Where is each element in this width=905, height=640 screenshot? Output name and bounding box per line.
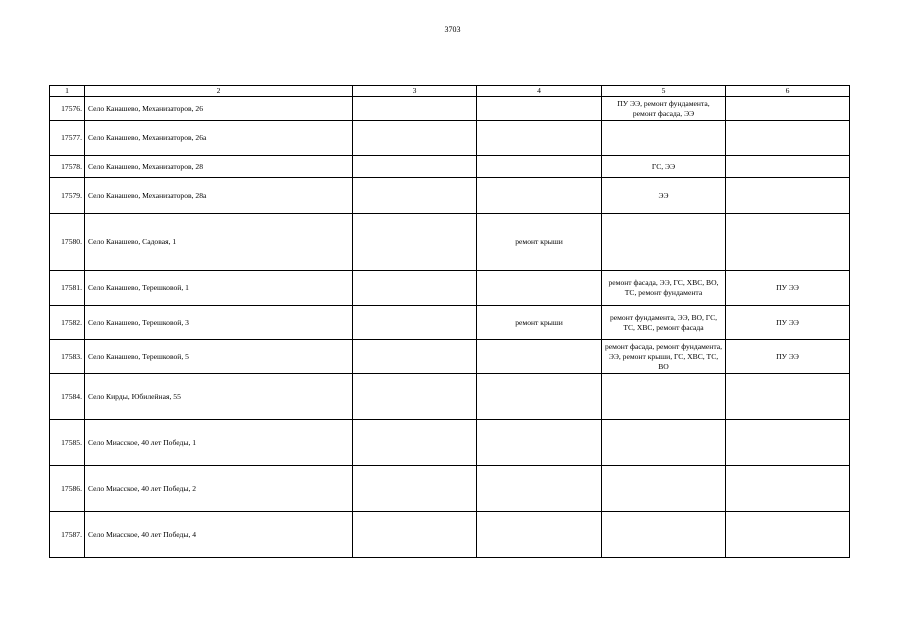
- row-col6: ПУ ЭЭ: [726, 271, 850, 306]
- table-row: [50, 512, 850, 558]
- column-header: 4: [477, 86, 602, 97]
- row-col5: ГС, ЭЭ: [602, 156, 726, 178]
- row-col5: ремонт фасада, ремонт фундамента, ЭЭ, ремонт крыши, ГС, ХВС, ТС, ВО: [602, 340, 726, 374]
- row-col4: [477, 121, 602, 156]
- row-number: 17587.: [50, 512, 85, 558]
- row-col4: [477, 97, 602, 121]
- table-row: [50, 306, 850, 340]
- row-number: 17583.: [50, 340, 85, 374]
- row-address: Село Канашево, Механизаторов, 26: [85, 97, 353, 121]
- table-row: [50, 340, 850, 374]
- column-header: 1: [50, 86, 85, 97]
- row-col6: [726, 156, 850, 178]
- table-row: [50, 214, 850, 271]
- table-row: [50, 178, 850, 214]
- row-address: Село Канашево, Механизаторов, 28а: [85, 178, 353, 214]
- row-col5: [602, 512, 726, 558]
- row-col3: [353, 512, 477, 558]
- row-col4: [477, 374, 602, 420]
- row-col5: [602, 121, 726, 156]
- row-number: 17582.: [50, 306, 85, 340]
- column-header: 3: [353, 86, 477, 97]
- row-col5: ремонт фасада, ЭЭ, ГС, ХВС, ВО, ТС, ремонт фундамента: [602, 271, 726, 306]
- row-col3: [353, 271, 477, 306]
- row-col6: ПУ ЭЭ: [726, 340, 850, 374]
- row-col5: ПУ ЭЭ, ремонт фундамента, ремонт фасада, ЭЭ: [602, 97, 726, 121]
- row-col6: [726, 466, 850, 512]
- row-col5: ремонт фундамента, ЭЭ, ВО, ГС, ТС, ХВС, ремонт фасада: [602, 306, 726, 340]
- table-row: [50, 466, 850, 512]
- row-number: 17581.: [50, 271, 85, 306]
- row-col3: [353, 214, 477, 271]
- row-address: Село Канашево, Терешковой, 5: [85, 340, 353, 374]
- row-col3: [353, 340, 477, 374]
- row-number: 17577.: [50, 121, 85, 156]
- row-col4: ремонт крыши: [477, 306, 602, 340]
- row-col3: [353, 420, 477, 466]
- row-address: Село Канашево, Механизаторов, 28: [85, 156, 353, 178]
- row-address: Село Канашево, Механизаторов, 26а: [85, 121, 353, 156]
- row-col4: ремонт крыши: [477, 214, 602, 271]
- row-col4: [477, 271, 602, 306]
- table-row: [50, 420, 850, 466]
- table-row: [50, 374, 850, 420]
- row-col5: [602, 374, 726, 420]
- row-number: 17580.: [50, 214, 85, 271]
- row-col3: [353, 178, 477, 214]
- row-col5: [602, 466, 726, 512]
- row-col4: [477, 340, 602, 374]
- row-number: 17576.: [50, 97, 85, 121]
- row-col4: [477, 466, 602, 512]
- row-col4: [477, 156, 602, 178]
- row-address: Село Миасское, 40 лет Победы, 4: [85, 512, 353, 558]
- table-row: [50, 156, 850, 178]
- row-col3: [353, 97, 477, 121]
- column-header: 5: [602, 86, 726, 97]
- page-number: 3703: [444, 25, 461, 34]
- row-col6: [726, 374, 850, 420]
- row-col4: [477, 512, 602, 558]
- row-col6: [726, 420, 850, 466]
- row-col3: [353, 156, 477, 178]
- row-col3: [353, 466, 477, 512]
- row-col5: [602, 420, 726, 466]
- row-col6: [726, 512, 850, 558]
- table-row: [50, 121, 850, 156]
- row-col6: [726, 97, 850, 121]
- row-col3: [353, 121, 477, 156]
- row-col6: [726, 121, 850, 156]
- table-row: [50, 271, 850, 306]
- row-address: Село Канашево, Терешковой, 1: [85, 271, 353, 306]
- row-col6: [726, 214, 850, 271]
- row-number: 17585.: [50, 420, 85, 466]
- row-col6: ПУ ЭЭ: [726, 306, 850, 340]
- row-col3: [353, 374, 477, 420]
- row-number: 17578.: [50, 156, 85, 178]
- row-number: 17584.: [50, 374, 85, 420]
- row-address: Село Миасское, 40 лет Победы, 2: [85, 466, 353, 512]
- row-col3: [353, 306, 477, 340]
- row-number: 17586.: [50, 466, 85, 512]
- row-address: Село Миасское, 40 лет Победы, 1: [85, 420, 353, 466]
- data-table: [49, 85, 850, 558]
- row-col5: ЭЭ: [602, 178, 726, 214]
- row-col6: [726, 178, 850, 214]
- column-header: 6: [726, 86, 850, 97]
- row-address: Село Канашево, Садовая, 1: [85, 214, 353, 271]
- row-col4: [477, 178, 602, 214]
- row-address: Село Канашево, Терешковой, 3: [85, 306, 353, 340]
- row-col4: [477, 420, 602, 466]
- table-header-row: [50, 86, 850, 97]
- column-header: 2: [85, 86, 353, 97]
- row-address: Село Кирды, Юбилейная, 55: [85, 374, 353, 420]
- row-col5: [602, 214, 726, 271]
- table-row: [50, 97, 850, 121]
- row-number: 17579.: [50, 178, 85, 214]
